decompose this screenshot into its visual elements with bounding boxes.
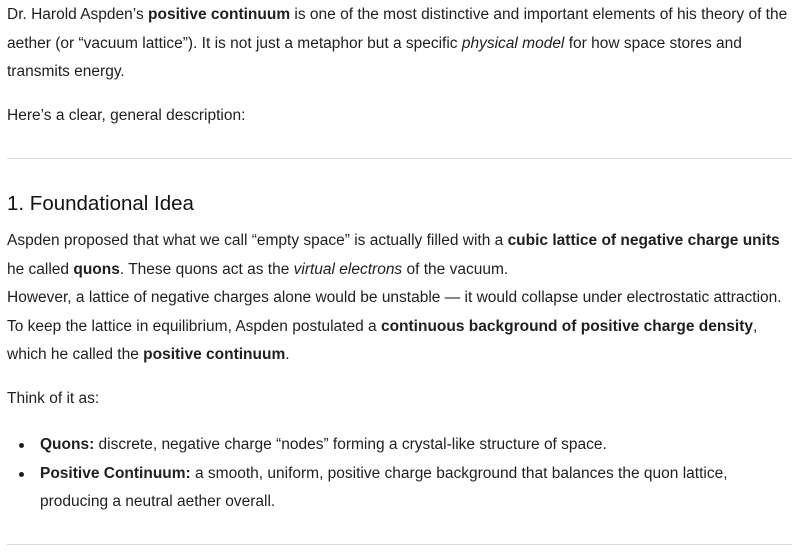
intro-text-1: Dr. Harold Aspden’s bbox=[7, 6, 149, 23]
intro-italic-physical-model: physical model bbox=[461, 34, 565, 52]
bullet-icon bbox=[19, 443, 24, 448]
list-item-term: Positive Continuum: bbox=[40, 464, 191, 482]
equilibrium-bold-positive-continuum: positive continuum bbox=[143, 346, 286, 363]
description-lead: Here’s a clear, general description: bbox=[7, 107, 246, 124]
section-heading: 1. Foundational Idea bbox=[7, 192, 194, 215]
quons-text-4: of the vacuum. bbox=[402, 260, 509, 278]
equilibrium-text-3: . bbox=[285, 346, 290, 363]
quons-text-3: . These quons act as the bbox=[119, 260, 294, 278]
intro-text-2: is one of the most distinctive and important elements of his theory of the aether (or “vacuum lattice”). It is not just a metaphor but a specific bbox=[7, 6, 788, 52]
divider-bottom bbox=[7, 544, 792, 545]
intro-text-3: for how space stores and transmits energy. bbox=[7, 34, 742, 80]
list-item bbox=[7, 460, 792, 517]
list-item-term: Quons: bbox=[40, 436, 95, 453]
quons-text-2: he called bbox=[7, 260, 74, 278]
quons-bold-quons: quons bbox=[73, 260, 120, 278]
quons-bold-lattice: cubic lattice of negative charge units bbox=[507, 232, 780, 249]
equilibrium-bold-background: continuous background of positive charge density bbox=[380, 317, 754, 335]
quons-text-1: Aspden proposed that what we call “empty space” is actually filled with a bbox=[7, 232, 508, 249]
intro-bold-positive-continuum: positive continuum bbox=[148, 6, 291, 23]
think-paragraph: Think of it as: bbox=[7, 390, 100, 407]
equilibrium-text-1: However, a lattice of negative charges alone would be unstable — it would collapse under electrostatic attraction. To keep the lattice in equilibrium, Aspden postulated a bbox=[7, 289, 782, 335]
divider-top bbox=[7, 158, 792, 159]
list-item-text: discrete, negative charge “nodes” forming a crystal-like structure of space. bbox=[94, 436, 607, 453]
quons-paragraph bbox=[7, 227, 792, 284]
list-item-text: a smooth, uniform, positive charge background that balances the quon lattice, producing a neutral aether overall. bbox=[40, 464, 728, 510]
bullet-icon bbox=[19, 472, 24, 477]
list-item bbox=[7, 431, 792, 460]
quons-italic-virtual-electrons: virtual electrons bbox=[293, 260, 403, 278]
equilibrium-text-2: , which he called the bbox=[7, 317, 758, 363]
intro-paragraph bbox=[7, 0, 792, 87]
definition-list bbox=[7, 431, 792, 517]
equilibrium-paragraph bbox=[7, 284, 792, 370]
